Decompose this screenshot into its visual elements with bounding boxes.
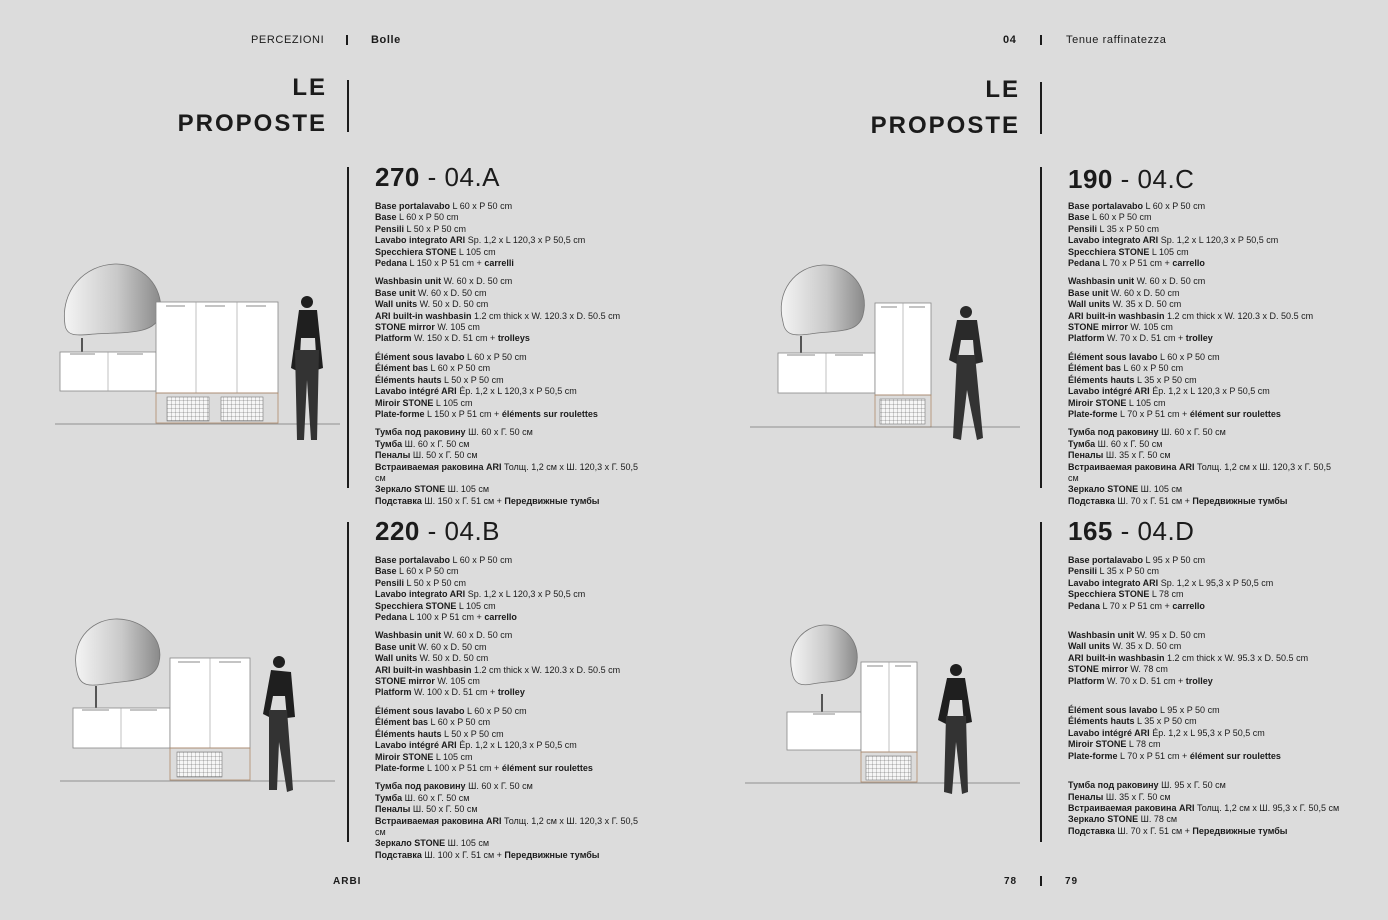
spec-line: Platform W. 70 x D. 51 cm + trolley: [1068, 675, 1213, 686]
spec-line: Зеркало STONE Ш. 105 см: [375, 484, 490, 495]
running-header-left: [251, 34, 324, 46]
spec-line: Пеналы Ш. 50 x Г. 50 см: [375, 450, 478, 461]
spec-line: Встраиваемая раковина ARI Толщ. 1,2 см x Ш. 120,3 x Г. 50,5 см: [375, 461, 638, 483]
spec-line: Élément sous lavabo L 60 x P 50 cm: [375, 705, 527, 716]
person-icon: [263, 656, 295, 792]
spec-group: [1068, 555, 1343, 612]
header-section: PERCEZIONI: [251, 34, 325, 46]
spec-line: Pensili L 35 x P 50 cm: [1068, 566, 1160, 577]
spec-line: Lavabo intégré ARI Ép. 1,2 x L 120,3 x P 50,5 cm: [1068, 386, 1270, 397]
spec-line: Plate-forme L 100 x P 51 cm + élément sur roulettes: [375, 762, 593, 773]
spec-line: Lavabo integrato ARI Sp. 1,2 x L 120,3 x P 50,5 cm: [375, 589, 586, 600]
spec-line: Wall units W. 35 x D. 50 cm: [1068, 299, 1182, 310]
spec-line: Пеналы Ш. 35 x Г. 50 см: [1068, 450, 1171, 461]
person-icon: [949, 306, 983, 440]
header-collection: Bolle: [371, 34, 401, 46]
spec-group: [1068, 201, 1343, 269]
spec-group: [1068, 352, 1343, 420]
page-number-left: 78: [1004, 876, 1018, 887]
spec-line: Встраиваемая раковина ARI Толщ. 1,2 см x Ш. 120,3 x Г. 50,5 см: [375, 815, 638, 837]
spec-group: [375, 352, 650, 420]
spec-line: Base portalavabo L 60 x P 50 cm: [1068, 201, 1206, 211]
spec-line: Lavabo intégré ARI Ép. 1,2 x L 120,3 x P 50,5 cm: [375, 386, 577, 397]
spec-line: STONE mirror W. 105 cm: [1068, 322, 1173, 333]
spec-line: Тумба Ш. 60 x Г. 50 см: [1068, 438, 1163, 449]
spec-group: [375, 555, 650, 623]
spec-group: [375, 781, 650, 861]
spec-line: Éléments hauts L 35 x P 50 cm: [1068, 716, 1197, 727]
spec-line: ARI built-in washbasin 1.2 cm thick x W. 95.3 x D. 50.5 cm: [1068, 652, 1309, 663]
spec-line: Тумба Ш. 60 x Г. 50 см: [375, 438, 470, 449]
spec-group: [1068, 427, 1343, 507]
spec-line: Base portalavabo L 60 x P 50 cm: [375, 201, 513, 211]
spec-line: Éléments hauts L 50 x P 50 cm: [375, 728, 504, 739]
spec-line: Base portalavabo L 95 x P 50 cm: [1068, 555, 1206, 565]
proposal-code: 165 - 04.D: [1068, 516, 1195, 546]
spec-line: Specchiera STONE L 105 cm: [375, 600, 496, 611]
bathroom-illustration-04d: [740, 612, 1060, 812]
spec-line: Platform W. 70 x D. 51 cm + trolley: [1068, 333, 1213, 344]
bathroom-illustration-04a: [55, 260, 395, 460]
spec-group: [375, 427, 650, 507]
spec-line: Platform W. 150 x D. 51 cm + trolleys: [375, 333, 530, 344]
spec-line: Base L 60 x P 50 cm: [1068, 212, 1152, 223]
proposal-04a: [375, 162, 650, 514]
spec-line: Éléments hauts L 50 x P 50 cm: [375, 374, 504, 385]
spec-line: Pedana L 70 x P 51 cm + carrello: [1068, 600, 1205, 611]
spec-line: Washbasin unit W. 60 x D. 50 cm: [1068, 276, 1206, 287]
spec-line: Miroir STONE L 105 cm: [375, 751, 473, 762]
spec-line: Pensili L 35 x P 50 cm: [1068, 223, 1160, 234]
spec-line: Plate-forme L 70 x P 51 cm + élément sur roulettes: [1068, 750, 1281, 761]
spec-line: Тумба под раковину Ш. 95 x Г. 50 см: [1068, 780, 1226, 791]
spec-line: Lavabo integrato ARI Sp. 1,2 x L 95,3 x P 50,5 cm: [1068, 577, 1274, 588]
spec-list: [1068, 555, 1343, 837]
spec-line: Wall units W. 50 x D. 50 cm: [375, 653, 489, 664]
spec-line: Тумба под раковину Ш. 60 x Г. 50 см: [375, 427, 533, 438]
spec-line: Встраиваемая раковина ARI Толщ. 1,2 см x Ш. 95,3 x Г. 50,5 см: [1068, 802, 1340, 813]
proposal-code: 220 - 04.B: [375, 516, 501, 546]
mirror-icon: [791, 625, 858, 685]
spec-line: Élément sous lavabo L 60 x P 50 cm: [1068, 351, 1220, 362]
spec-line: Pensili L 50 x P 50 cm: [375, 577, 467, 588]
spec-list: [1068, 201, 1343, 507]
spec-group: [375, 630, 650, 698]
spec-line: STONE mirror W. 105 cm: [375, 676, 480, 687]
spec-line: Base unit W. 60 x D. 50 cm: [1068, 287, 1180, 298]
header-divider: [1040, 35, 1042, 45]
spec-list: [375, 201, 650, 507]
spec-line: Подставка Ш. 70 x Г. 51 см + Передвижные тумбы: [1068, 495, 1288, 506]
title-divider: [347, 80, 349, 132]
spec-line: STONE mirror W. 105 cm: [375, 322, 480, 333]
bathroom-illustration-04b: [55, 612, 395, 812]
spec-line: Lavabo intégré ARI Ép. 1,2 x L 120,3 x P 50,5 cm: [375, 740, 577, 751]
spec-line: STONE mirror W. 78 cm: [1068, 664, 1168, 675]
spec-line: Пеналы Ш. 35 x Г. 50 см: [1068, 791, 1171, 802]
page-number-right: 79: [1065, 876, 1079, 887]
spec-line: Lavabo integrato ARI Sp. 1,2 x L 120,3 x P 50,5 cm: [1068, 235, 1279, 246]
spec-line: Тумба под раковину Ш. 60 x Г. 50 см: [1068, 427, 1226, 438]
header-title: Tenue raffinatezza: [1066, 34, 1167, 46]
spec-group: [375, 706, 650, 774]
running-header-right: [1003, 34, 1016, 46]
spec-line: Base unit W. 60 x D. 50 cm: [375, 641, 487, 652]
spec-line: Éléments hauts L 35 x P 50 cm: [1068, 374, 1197, 385]
spec-line: Specchiera STONE L 105 cm: [1068, 246, 1189, 257]
footer-divider: [1040, 876, 1042, 886]
spec-line: Пеналы Ш. 50 x Г. 50 см: [375, 804, 478, 815]
spec-group: [1068, 780, 1343, 837]
spec-line: Подставка Ш. 150 x Г. 51 см + Передвижные тумбы: [375, 495, 600, 506]
spec-line: Miroir STONE L 105 cm: [375, 397, 473, 408]
proposal-04b: [375, 516, 650, 868]
spec-group: [1068, 630, 1343, 687]
spec-line: Élément bas L 60 x P 50 cm: [375, 717, 491, 728]
spec-line: Miroir STONE L 105 cm: [1068, 397, 1166, 408]
spec-group: [375, 201, 650, 269]
spec-line: Base portalavabo L 60 x P 50 cm: [375, 555, 513, 565]
page-title-left: LE PROPOSTE: [177, 74, 327, 137]
mirror-icon: [64, 264, 160, 335]
spec-line: Pensili L 50 x P 50 cm: [375, 223, 467, 234]
spec-line: Washbasin unit W. 60 x D. 50 cm: [375, 276, 513, 287]
spec-line: Plate-forme L 150 x P 51 cm + éléments sur roulettes: [375, 408, 598, 419]
spec-line: Зеркало STONE Ш. 78 см: [1068, 814, 1178, 825]
proposal-code: 190 - 04.C: [1068, 164, 1195, 194]
spec-line: Miroir STONE L 78 cm: [1068, 739, 1161, 750]
spec-line: Wall units W. 50 x D. 50 cm: [375, 299, 489, 310]
spec-line: Pedana L 100 x P 51 cm + carrello: [375, 612, 517, 623]
title-divider: [1040, 82, 1042, 134]
header-collection-wrap: [371, 34, 401, 46]
page-title-right: LE PROPOSTE: [870, 76, 1020, 139]
bathroom-illustration-04c: [745, 260, 1065, 460]
spec-line: ARI built-in washbasin 1.2 cm thick x W. 120.3 x D. 50.5 cm: [375, 664, 621, 675]
spec-line: Lavabo intégré ARI Ép. 1,2 x L 95,3 x P 50,5 cm: [1068, 727, 1265, 738]
spec-line: Platform W. 100 x D. 51 cm + trolley: [375, 687, 525, 698]
person-icon: [938, 664, 972, 794]
spec-group: [375, 276, 650, 344]
spec-line: Base L 60 x P 50 cm: [375, 566, 459, 577]
spec-group: [1068, 276, 1343, 344]
spec-line: ARI built-in washbasin 1.2 cm thick x W. 120.3 x D. 50.5 cm: [375, 310, 621, 321]
spec-line: Подставка Ш. 70 x Г. 51 см + Передвижные тумбы: [1068, 825, 1288, 836]
spec-line: ARI built-in washbasin 1.2 cm thick x W. 120.3 x D. 50.5 cm: [1068, 310, 1314, 321]
spec-line: Washbasin unit W. 95 x D. 50 cm: [1068, 630, 1206, 641]
spec-line: Specchiera STONE L 78 cm: [1068, 589, 1184, 600]
spec-line: Élément bas L 60 x P 50 cm: [1068, 363, 1184, 374]
footer-brand: ARBI: [333, 876, 362, 887]
mirror-icon: [781, 265, 864, 335]
person-icon: [291, 296, 323, 440]
spec-line: Plate-forme L 70 x P 51 cm + élément sur roulettes: [1068, 408, 1281, 419]
spec-line: Élément sous lavabo L 60 x P 50 cm: [375, 351, 527, 362]
spec-line: Specchiera STONE L 105 cm: [375, 246, 496, 257]
proposal-04d: [1068, 516, 1343, 855]
spec-line: Washbasin unit W. 60 x D. 50 cm: [375, 630, 513, 641]
spec-list: [375, 555, 650, 861]
spec-line: Base unit W. 60 x D. 50 cm: [375, 287, 487, 298]
spec-line: Pedana L 70 x P 51 cm + carrello: [1068, 258, 1205, 269]
spec-line: Élément sous lavabo L 95 x P 50 cm: [1068, 705, 1220, 716]
spec-line: Тумба под раковину Ш. 60 x Г. 50 см: [375, 781, 533, 792]
spec-line: Base L 60 x P 50 cm: [375, 212, 459, 223]
spec-line: Lavabo integrato ARI Sp. 1,2 x L 120,3 x P 50,5 cm: [375, 235, 586, 246]
spec-line: Wall units W. 35 x D. 50 cm: [1068, 641, 1182, 652]
spec-line: Зеркало STONE Ш. 105 см: [375, 838, 490, 849]
spec-line: Зеркало STONE Ш. 105 см: [1068, 484, 1183, 495]
spec-line: Élément bas L 60 x P 50 cm: [375, 363, 491, 374]
mirror-icon: [76, 619, 160, 685]
spec-line: Подставка Ш. 100 x Г. 51 см + Передвижные тумбы: [375, 849, 600, 860]
spec-line: Тумба Ш. 60 x Г. 50 см: [375, 792, 470, 803]
spec-line: Встраиваемая раковина ARI Толщ. 1,2 см x Ш. 120,3 x Г. 50,5 см: [1068, 461, 1331, 483]
header-divider: [346, 35, 348, 45]
proposal-04c: [1068, 164, 1343, 514]
spec-line: Pedana L 150 x P 51 cm + carrelli: [375, 258, 514, 269]
header-number: 04: [1003, 34, 1017, 46]
header-title-wrap: [1066, 34, 1167, 46]
proposal-code: 270 - 04.A: [375, 162, 501, 192]
spec-group: [1068, 705, 1343, 762]
